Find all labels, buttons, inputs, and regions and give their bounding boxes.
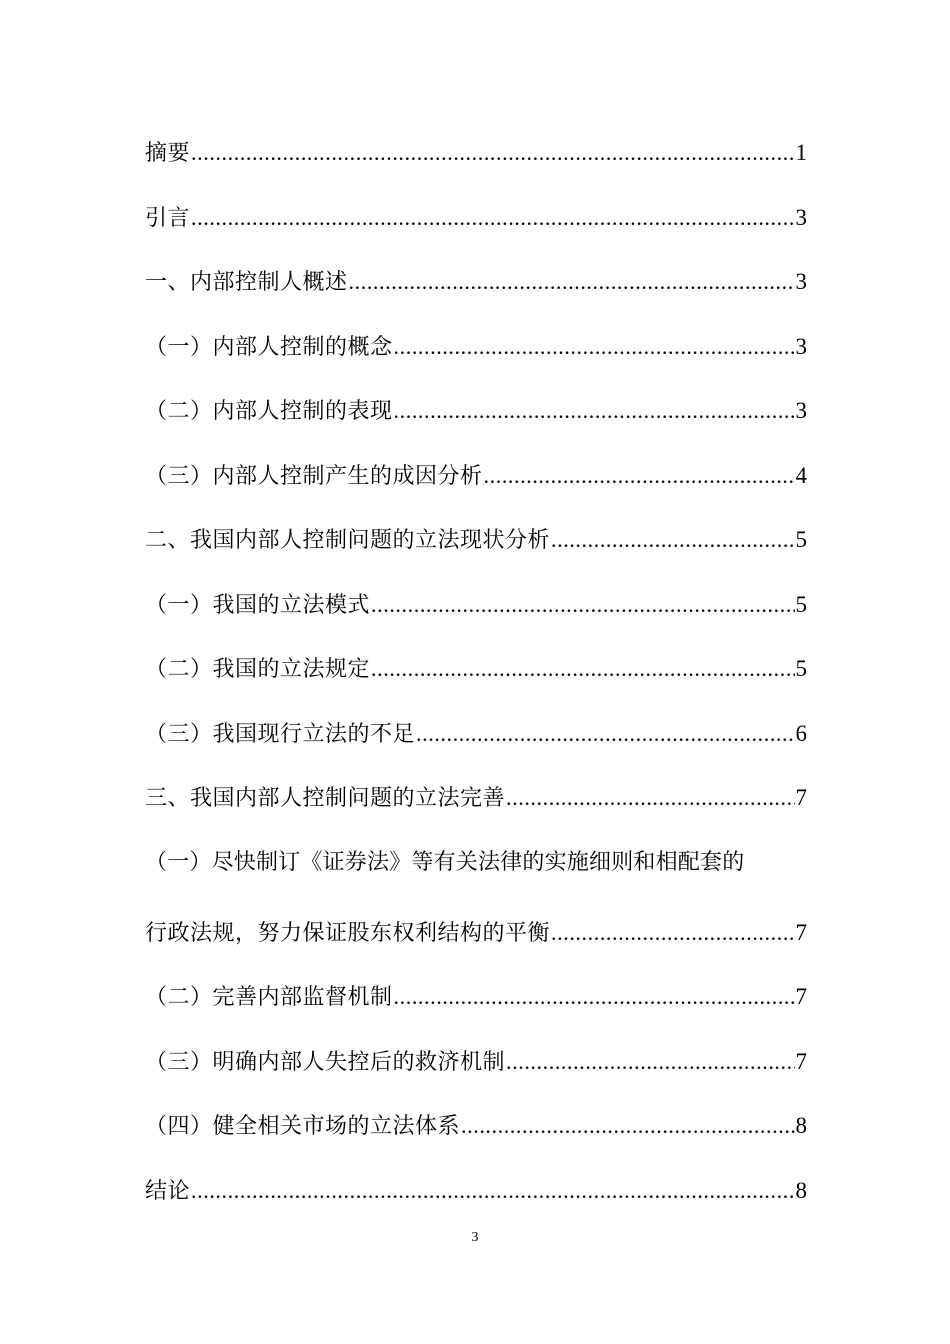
toc-entry-3-2[interactable] — [145, 969, 807, 1034]
dot-leader — [191, 1163, 794, 1219]
toc-entry-1-3[interactable] — [145, 448, 807, 513]
toc-entry-page: 5 — [795, 527, 807, 552]
toc-entry-title: （三）我国现行立法的不足 — [145, 721, 416, 747]
toc-entry-page: 3 — [795, 398, 807, 423]
toc-entry-chapter-3[interactable] — [145, 770, 807, 835]
dot-leader — [394, 319, 795, 375]
toc-entry-2-3[interactable] — [145, 706, 807, 771]
dot-leader — [394, 383, 795, 439]
toc-entry-title: 引言 — [145, 205, 191, 231]
toc-entry-page: 6 — [795, 720, 807, 746]
toc-entry-title: 一、内部控制人概述 — [145, 270, 348, 295]
toc-entry-3-1-line-2[interactable] — [145, 905, 807, 970]
toc-entry-title-line-1: （一）尽快制订《证券法》等有关法律的实施细则和相配套的 — [145, 849, 745, 875]
toc-entry-1-1[interactable] — [145, 319, 807, 384]
toc-entry-page: 5 — [795, 656, 807, 681]
toc-entry-page: 4 — [795, 462, 807, 488]
toc-entry-title-line-2: 行政法规，努力保证股东权利结构的平衡 — [145, 920, 551, 946]
toc-entry-chapter-1[interactable] — [145, 254, 807, 319]
toc-entry-title: 结论 — [145, 1178, 191, 1204]
toc-entry-page: 1 — [795, 140, 807, 165]
toc-entry-2-2[interactable] — [145, 641, 807, 706]
dot-leader — [551, 512, 794, 568]
toc-entry-title: （二）我国的立法规定 — [145, 657, 371, 682]
toc-entry-title: （一）内部人控制的概念 — [145, 334, 393, 360]
toc-entry-title: 摘要 — [145, 141, 191, 166]
toc-entry-conclusion[interactable] — [145, 1163, 807, 1228]
dot-leader — [484, 448, 795, 504]
dot-leader — [506, 770, 794, 826]
toc-entry-page: 3 — [795, 333, 807, 359]
dot-leader — [461, 1098, 794, 1154]
toc-entry-title: （二）完善内部监督机制 — [145, 985, 393, 1010]
toc-entry-2-1[interactable] — [145, 577, 807, 642]
toc-entry-page: 3 — [795, 269, 807, 294]
dot-leader — [349, 254, 795, 310]
toc-entry-abstract[interactable] — [145, 125, 807, 190]
toc-entry-page: 7 — [795, 919, 807, 945]
dot-leader — [551, 905, 794, 961]
dot-leader — [191, 190, 794, 246]
toc-entry-3-3[interactable] — [145, 1034, 807, 1099]
toc-entry-3-1-line-1[interactable] — [145, 835, 807, 905]
dot-leader — [371, 641, 794, 697]
toc-entry-3-4[interactable] — [145, 1098, 807, 1163]
toc-entry-page: 7 — [795, 984, 807, 1009]
toc-entry-page: 7 — [795, 1048, 807, 1074]
toc-entry-title: 三、我国内部人控制问题的立法完善 — [145, 786, 506, 811]
toc-entry-chapter-2[interactable] — [145, 512, 807, 577]
dot-leader — [394, 969, 795, 1025]
dot-leader — [371, 577, 794, 633]
toc-entry-title: （一）我国的立法模式 — [145, 592, 371, 618]
toc-entry-1-2[interactable] — [145, 383, 807, 448]
toc-entry-title: 二、我国内部人控制问题的立法现状分析 — [145, 528, 551, 553]
toc-entry-page: 3 — [795, 204, 807, 230]
toc-entry-title: （二）内部人控制的表现 — [145, 399, 393, 424]
toc-entry-title: （四）健全相关市场的立法体系 — [145, 1114, 461, 1139]
page-number: 3 — [471, 1230, 479, 1245]
toc-entry-page: 5 — [795, 591, 807, 617]
toc-entry-page: 8 — [795, 1113, 807, 1138]
toc-entry-title: （三）内部人控制产生的成因分析 — [145, 463, 483, 489]
dot-leader — [506, 1034, 794, 1090]
dot-leader — [416, 706, 794, 762]
dot-leader — [191, 125, 794, 181]
toc-entry-title: （三）明确内部人失控后的救济机制 — [145, 1049, 506, 1075]
table-of-contents — [145, 125, 807, 1227]
toc-entry-page: 8 — [795, 1177, 807, 1203]
toc-entry-page: 7 — [795, 785, 807, 810]
toc-entry-introduction[interactable] — [145, 190, 807, 255]
